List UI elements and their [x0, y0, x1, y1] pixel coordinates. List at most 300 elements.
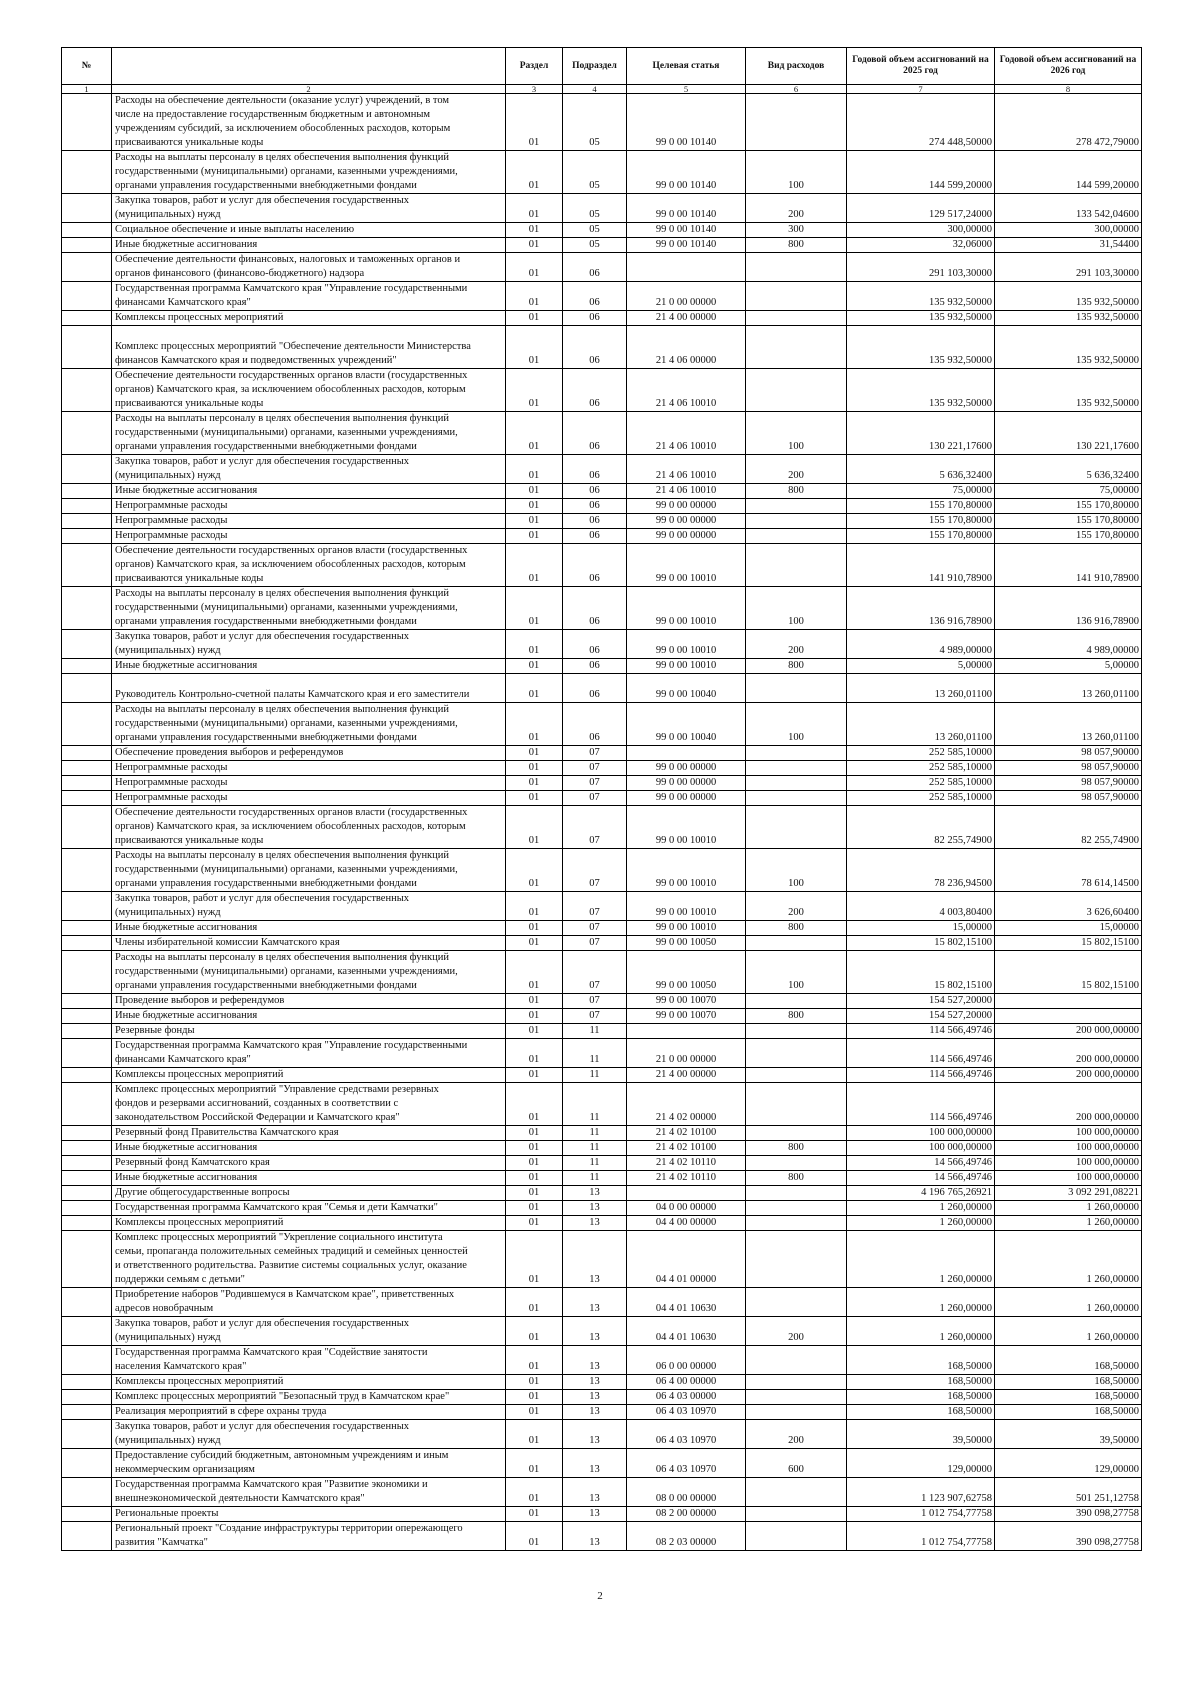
cell-section: 01: [506, 1449, 563, 1478]
cell-number: [62, 529, 112, 544]
table-row: [62, 674, 1142, 703]
table-row: [62, 587, 1142, 630]
cell-target-article: 04 4 01 00000: [627, 1231, 746, 1288]
cell-target-article: 99 0 00 10140: [627, 238, 746, 253]
cell-amount-2025: 155 170,80000: [847, 499, 995, 514]
cell-amount-2025: 300,00000: [847, 223, 995, 238]
cell-expense-type: [746, 1288, 847, 1317]
cell-subsection: 13: [563, 1186, 627, 1201]
header-expense-type: Вид расходов: [746, 48, 847, 85]
cell-section: 01: [506, 1390, 563, 1405]
table-row: [62, 94, 1142, 151]
cell-expense-name: Иные бюджетные ассигнования: [112, 659, 506, 674]
cell-amount-2025: 75,00000: [847, 484, 995, 499]
cell-number: [62, 1375, 112, 1390]
cell-amount-2026: 1 260,00000: [995, 1216, 1142, 1231]
cell-expense-name: Проведение выборов и референдумов: [112, 994, 506, 1009]
table-row: [62, 761, 1142, 776]
cell-amount-2025: 13 260,01100: [847, 703, 995, 746]
cell-amount-2025: 1 123 907,62758: [847, 1478, 995, 1507]
cell-amount-2026: 168,50000: [995, 1375, 1142, 1390]
cell-section: 01: [506, 544, 563, 587]
cell-target-article: 99 0 00 10050: [627, 936, 746, 951]
cell-number: [62, 1317, 112, 1346]
cell-amount-2026: 200 000,00000: [995, 1039, 1142, 1068]
cell-number: [62, 484, 112, 499]
cell-amount-2025: 135 932,50000: [847, 282, 995, 311]
cell-subsection: 07: [563, 849, 627, 892]
cell-subsection: 11: [563, 1126, 627, 1141]
cell-amount-2025: 129,00000: [847, 1449, 995, 1478]
table-row: [62, 1375, 1142, 1390]
cell-amount-2025: 135 932,50000: [847, 326, 995, 369]
cell-amount-2026: 100 000,00000: [995, 1156, 1142, 1171]
cell-expense-type: 100: [746, 703, 847, 746]
budget-allocation-table: [61, 47, 1142, 1551]
table-row: [62, 238, 1142, 253]
cell-amount-2026: 168,50000: [995, 1405, 1142, 1420]
cell-section: 01: [506, 412, 563, 455]
cell-subsection: 13: [563, 1420, 627, 1449]
cell-subsection: 07: [563, 951, 627, 994]
cell-expense-type: 200: [746, 194, 847, 223]
cell-number: [62, 1024, 112, 1039]
cell-target-article: 99 0 00 10010: [627, 892, 746, 921]
cell-expense-name: Резервный фонд Камчатского края: [112, 1156, 506, 1171]
header-subsection: Подраздел: [563, 48, 627, 85]
cell-number: [62, 194, 112, 223]
cell-amount-2026: 98 057,90000: [995, 761, 1142, 776]
cell-target-article: 99 0 00 00000: [627, 499, 746, 514]
cell-target-article: 21 4 06 10010: [627, 455, 746, 484]
cell-expense-name: Другие общегосударственные вопросы: [112, 1186, 506, 1201]
cell-number: [62, 936, 112, 951]
cell-amount-2025: 100 000,00000: [847, 1141, 995, 1156]
cell-subsection: 06: [563, 326, 627, 369]
cell-section: 01: [506, 1126, 563, 1141]
cell-expense-type: 200: [746, 630, 847, 659]
cell-number: [62, 238, 112, 253]
cell-section: 01: [506, 703, 563, 746]
table-row: [62, 282, 1142, 311]
cell-target-article: 99 0 00 10010: [627, 659, 746, 674]
table-row: [62, 1405, 1142, 1420]
cell-subsection: 05: [563, 151, 627, 194]
cell-subsection: 05: [563, 194, 627, 223]
cell-amount-2026: 3 092 291,08221: [995, 1186, 1142, 1201]
cell-expense-type: [746, 791, 847, 806]
cell-expense-name: Резервные фонды: [112, 1024, 506, 1039]
cell-target-article: 99 0 00 10040: [627, 703, 746, 746]
table-row: [62, 484, 1142, 499]
cell-expense-name: Иные бюджетные ассигнования: [112, 238, 506, 253]
cell-target-article: [627, 1186, 746, 1201]
cell-section: 01: [506, 1405, 563, 1420]
cell-section: 01: [506, 1039, 563, 1068]
cell-section: 01: [506, 951, 563, 994]
cell-section: 01: [506, 1216, 563, 1231]
cell-number: [62, 326, 112, 369]
cell-expense-type: 600: [746, 1449, 847, 1478]
cell-subsection: 07: [563, 761, 627, 776]
cell-amount-2026: 200 000,00000: [995, 1083, 1142, 1126]
cell-subsection: 07: [563, 776, 627, 791]
cell-section: 01: [506, 674, 563, 703]
cell-expense-type: [746, 499, 847, 514]
cell-section: 01: [506, 746, 563, 761]
table-row: [62, 1231, 1142, 1288]
cell-subsection: 06: [563, 514, 627, 529]
column-number: 1: [62, 85, 112, 94]
cell-target-article: 99 0 00 10140: [627, 151, 746, 194]
table-row: [62, 1216, 1142, 1231]
cell-amount-2025: 100 000,00000: [847, 1126, 995, 1141]
cell-target-article: 99 0 00 10140: [627, 194, 746, 223]
cell-section: 01: [506, 1141, 563, 1156]
cell-expense-type: [746, 1216, 847, 1231]
cell-subsection: 07: [563, 994, 627, 1009]
cell-number: [62, 703, 112, 746]
cell-subsection: 06: [563, 674, 627, 703]
table-row: [62, 412, 1142, 455]
cell-expense-type: [746, 1231, 847, 1288]
cell-amount-2026: 1 260,00000: [995, 1288, 1142, 1317]
cell-target-article: 99 0 00 10010: [627, 630, 746, 659]
cell-amount-2026: 135 932,50000: [995, 282, 1142, 311]
cell-expense-name: Государственная программа Камчатского края "Развитие экономики и внешнеэкономической деятельности Камчатского края": [112, 1478, 506, 1507]
cell-amount-2025: 154 527,20000: [847, 1009, 995, 1024]
cell-amount-2025: 82 255,74900: [847, 806, 995, 849]
cell-expense-name: Комплекс процессных мероприятий "Обеспечение деятельности Министерства финансов Камчатского края и подведомственных учреждений": [112, 326, 506, 369]
cell-subsection: 07: [563, 936, 627, 951]
cell-amount-2026: 133 542,04600: [995, 194, 1142, 223]
cell-expense-name: Иные бюджетные ассигнования: [112, 484, 506, 499]
cell-amount-2025: 252 585,10000: [847, 761, 995, 776]
page-number: 2: [597, 1590, 603, 1602]
cell-subsection: 13: [563, 1405, 627, 1420]
cell-expense-type: [746, 1156, 847, 1171]
cell-target-article: 99 0 00 00000: [627, 514, 746, 529]
cell-amount-2026: 135 932,50000: [995, 326, 1142, 369]
cell-expense-name: Государственная программа Камчатского края "Семья и дети Камчатки": [112, 1201, 506, 1216]
cell-subsection: 05: [563, 223, 627, 238]
cell-expense-name: Региональный проект "Создание инфраструктуры территории опережающего развития "Камчатка": [112, 1522, 506, 1551]
table-row: [62, 1068, 1142, 1083]
cell-amount-2026: 13 260,01100: [995, 703, 1142, 746]
cell-target-article: [627, 746, 746, 761]
cell-amount-2025: 114 566,49746: [847, 1083, 995, 1126]
cell-number: [62, 587, 112, 630]
cell-section: 01: [506, 630, 563, 659]
column-number: 2: [112, 85, 506, 94]
cell-target-article: [627, 1024, 746, 1039]
cell-expense-name: Комплексы процессных мероприятий: [112, 311, 506, 326]
cell-expense-type: [746, 311, 847, 326]
cell-target-article: 99 0 00 10010: [627, 921, 746, 936]
cell-amount-2025: 1 260,00000: [847, 1201, 995, 1216]
cell-subsection: 07: [563, 1009, 627, 1024]
cell-amount-2026: 100 000,00000: [995, 1126, 1142, 1141]
cell-amount-2025: 1 012 754,77758: [847, 1507, 995, 1522]
cell-number: [62, 1171, 112, 1186]
cell-amount-2025: 168,50000: [847, 1390, 995, 1405]
cell-expense-name: Обеспечение деятельности финансовых, налоговых и таможенных органов и органов финансового (финансово-бюджетного) надзора: [112, 253, 506, 282]
cell-amount-2026: 144 599,20000: [995, 151, 1142, 194]
cell-target-article: 04 4 01 10630: [627, 1317, 746, 1346]
cell-amount-2026: 15 802,15100: [995, 936, 1142, 951]
cell-target-article: 21 4 02 10110: [627, 1171, 746, 1186]
cell-expense-name: Комплекс процессных мероприятий "Управление средствами резервных фондов и резервами ассигнований, созданных в соответствии с законодательством Российской Федерации и Камчатского края": [112, 1083, 506, 1126]
header-allocation-2025: Годовой объем ассигнований на 2025 год: [847, 48, 995, 85]
cell-target-article: 99 0 00 10140: [627, 94, 746, 151]
cell-target-article: 99 0 00 10010: [627, 806, 746, 849]
cell-subsection: 06: [563, 630, 627, 659]
cell-amount-2025: 155 170,80000: [847, 529, 995, 544]
cell-expense-name: Непрограммные расходы: [112, 499, 506, 514]
cell-subsection: 05: [563, 94, 627, 151]
cell-expense-name: Закупка товаров, работ и услуг для обеспечения государственных (муниципальных) нужд: [112, 630, 506, 659]
cell-number: [62, 455, 112, 484]
cell-expense-name: Расходы на выплаты персоналу в целях обеспечения выполнения функций государственными (муниципальными) органами, казенными учреждениями, органами управления государственными внебюджетными фондами: [112, 703, 506, 746]
cell-amount-2026: 129,00000: [995, 1449, 1142, 1478]
cell-subsection: 06: [563, 311, 627, 326]
cell-target-article: 99 0 00 00000: [627, 776, 746, 791]
cell-target-article: 99 0 00 10070: [627, 994, 746, 1009]
cell-target-article: 99 0 00 00000: [627, 529, 746, 544]
cell-number: [62, 1083, 112, 1126]
cell-amount-2025: 129 517,24000: [847, 194, 995, 223]
table-row: [62, 936, 1142, 951]
table-row: [62, 1449, 1142, 1478]
cell-amount-2026: 278 472,79000: [995, 94, 1142, 151]
cell-number: [62, 1039, 112, 1068]
cell-subsection: 11: [563, 1039, 627, 1068]
cell-expense-name: Обеспечение деятельности государственных органов власти (государственных органов) Камчатского края, за исключением обособленных расходов, которым присваиваются уникальные коды: [112, 369, 506, 412]
cell-expense-type: [746, 253, 847, 282]
table-row: [62, 1039, 1142, 1068]
cell-subsection: 06: [563, 703, 627, 746]
budget-table-sheet: [61, 47, 1141, 1551]
cell-section: 01: [506, 849, 563, 892]
cell-target-article: [627, 253, 746, 282]
table-row: [62, 994, 1142, 1009]
cell-amount-2026: 135 932,50000: [995, 311, 1142, 326]
cell-amount-2025: 1 012 754,77758: [847, 1522, 995, 1551]
table-row: [62, 326, 1142, 369]
cell-subsection: 13: [563, 1201, 627, 1216]
cell-target-article: 21 0 00 00000: [627, 1039, 746, 1068]
cell-amount-2026: 98 057,90000: [995, 746, 1142, 761]
cell-section: 01: [506, 1171, 563, 1186]
cell-subsection: 06: [563, 659, 627, 674]
cell-expense-type: 100: [746, 412, 847, 455]
cell-expense-name: Расходы на обеспечение деятельности (оказание услуг) учреждений, в том числе на предоставление государственным бюджетным и автономным учреждениям субсидий, за исключением обособленных расходов, которым присваиваются уникальные коды: [112, 94, 506, 151]
cell-number: [62, 630, 112, 659]
cell-amount-2025: 1 260,00000: [847, 1216, 995, 1231]
cell-subsection: 05: [563, 238, 627, 253]
cell-expense-name: Государственная программа Камчатского края "Управление государственными финансами Камчатского края": [112, 1039, 506, 1068]
cell-target-article: 21 4 00 00000: [627, 311, 746, 326]
header-number: №: [62, 48, 112, 85]
cell-expense-name: Обеспечение проведения выборов и референдумов: [112, 746, 506, 761]
cell-amount-2025: 5 636,32400: [847, 455, 995, 484]
cell-amount-2025: 15 802,15100: [847, 951, 995, 994]
cell-number: [62, 1449, 112, 1478]
cell-expense-name: Социальное обеспечение и иные выплаты населению: [112, 223, 506, 238]
cell-subsection: 06: [563, 455, 627, 484]
cell-number: [62, 1201, 112, 1216]
cell-expense-type: [746, 94, 847, 151]
cell-expense-type: 800: [746, 659, 847, 674]
cell-expense-type: [746, 746, 847, 761]
cell-target-article: 99 0 00 10050: [627, 951, 746, 994]
cell-amount-2025: 252 585,10000: [847, 746, 995, 761]
cell-number: [62, 223, 112, 238]
cell-target-article: 21 4 06 10010: [627, 412, 746, 455]
cell-section: 01: [506, 1346, 563, 1375]
cell-amount-2025: 252 585,10000: [847, 776, 995, 791]
table-row: [62, 1009, 1142, 1024]
cell-subsection: 13: [563, 1317, 627, 1346]
cell-expense-type: 300: [746, 223, 847, 238]
cell-expense-name: Закупка товаров, работ и услуг для обеспечения государственных (муниципальных) нужд: [112, 1317, 506, 1346]
table-row: [62, 1126, 1142, 1141]
cell-amount-2025: 114 566,49746: [847, 1039, 995, 1068]
cell-number: [62, 1009, 112, 1024]
table-row: [62, 529, 1142, 544]
cell-number: [62, 1216, 112, 1231]
cell-expense-type: [746, 936, 847, 951]
cell-number: [62, 282, 112, 311]
cell-expense-type: [746, 326, 847, 369]
cell-amount-2025: 15,00000: [847, 921, 995, 936]
cell-subsection: 07: [563, 746, 627, 761]
table-row: [62, 151, 1142, 194]
cell-expense-name: Расходы на выплаты персоналу в целях обеспечения выполнения функций государственными (муниципальными) органами, казенными учреждениями, органами управления государственными внебюджетными фондами: [112, 951, 506, 994]
cell-number: [62, 369, 112, 412]
cell-section: 01: [506, 253, 563, 282]
cell-amount-2026: 136 916,78900: [995, 587, 1142, 630]
cell-subsection: 07: [563, 892, 627, 921]
cell-number: [62, 1231, 112, 1288]
table-row: [62, 892, 1142, 921]
cell-expense-type: [746, 994, 847, 1009]
table-row: [62, 455, 1142, 484]
cell-amount-2026: 4 989,00000: [995, 630, 1142, 659]
cell-expense-name: Государственная программа Камчатского края "Управление государственными финансами Камчатского края": [112, 282, 506, 311]
cell-number: [62, 994, 112, 1009]
cell-target-article: 21 4 02 10100: [627, 1141, 746, 1156]
cell-amount-2025: 39,50000: [847, 1420, 995, 1449]
cell-expense-name: Расходы на выплаты персоналу в целях обеспечения выполнения функций государственными (муниципальными) органами, казенными учреждениями, органами управления государственными внебюджетными фондами: [112, 151, 506, 194]
cell-expense-type: 800: [746, 238, 847, 253]
cell-amount-2026: 100 000,00000: [995, 1141, 1142, 1156]
cell-expense-name: Комплексы процессных мероприятий: [112, 1068, 506, 1083]
cell-section: 01: [506, 499, 563, 514]
cell-section: 01: [506, 1024, 563, 1039]
cell-expense-name: Закупка товаров, работ и услуг для обеспечения государственных (муниципальных) нужд: [112, 194, 506, 223]
cell-subsection: 13: [563, 1522, 627, 1551]
cell-amount-2026: 130 221,17600: [995, 412, 1142, 455]
table-row: [62, 776, 1142, 791]
cell-amount-2026: [995, 1009, 1142, 1024]
cell-expense-name: Предоставление субсидий бюджетным, автономным учреждениям и иным некоммерческим организациям: [112, 1449, 506, 1478]
cell-target-article: 08 2 00 00000: [627, 1507, 746, 1522]
cell-amount-2026: 39,50000: [995, 1420, 1142, 1449]
cell-target-article: 06 4 03 10970: [627, 1420, 746, 1449]
cell-target-article: 08 2 03 00000: [627, 1522, 746, 1551]
cell-expense-name: Иные бюджетные ассигнования: [112, 1171, 506, 1186]
cell-target-article: 04 4 00 00000: [627, 1216, 746, 1231]
cell-amount-2026: 155 170,80000: [995, 529, 1142, 544]
cell-expense-type: [746, 1375, 847, 1390]
cell-expense-type: 100: [746, 587, 847, 630]
table-row: [62, 253, 1142, 282]
cell-number: [62, 1141, 112, 1156]
cell-target-article: 99 0 00 10040: [627, 674, 746, 703]
cell-target-article: 04 0 00 00000: [627, 1201, 746, 1216]
cell-subsection: 11: [563, 1171, 627, 1186]
table-row: [62, 1390, 1142, 1405]
table-row: [62, 921, 1142, 936]
cell-amount-2026: 98 057,90000: [995, 791, 1142, 806]
cell-amount-2026: 100 000,00000: [995, 1171, 1142, 1186]
cell-subsection: 13: [563, 1231, 627, 1288]
cell-expense-type: [746, 1522, 847, 1551]
cell-expense-type: 200: [746, 892, 847, 921]
cell-number: [62, 1390, 112, 1405]
cell-amount-2026: 31,54400: [995, 238, 1142, 253]
cell-subsection: 07: [563, 791, 627, 806]
cell-target-article: 21 0 00 00000: [627, 282, 746, 311]
header-section: Раздел: [506, 48, 563, 85]
cell-expense-type: 200: [746, 1420, 847, 1449]
cell-amount-2025: 168,50000: [847, 1405, 995, 1420]
table-row: [62, 791, 1142, 806]
cell-amount-2026: 5 636,32400: [995, 455, 1142, 484]
cell-amount-2025: 135 932,50000: [847, 311, 995, 326]
table-row: [62, 1156, 1142, 1171]
cell-amount-2025: 168,50000: [847, 1346, 995, 1375]
cell-amount-2026: 13 260,01100: [995, 674, 1142, 703]
table-row: [62, 951, 1142, 994]
cell-section: 01: [506, 1009, 563, 1024]
cell-subsection: 11: [563, 1068, 627, 1083]
cell-section: 01: [506, 1375, 563, 1390]
cell-number: [62, 921, 112, 936]
cell-number: [62, 514, 112, 529]
cell-expense-name: Иные бюджетные ассигнования: [112, 921, 506, 936]
cell-subsection: 13: [563, 1478, 627, 1507]
cell-expense-name: Резервный фонд Правительства Камчатского края: [112, 1126, 506, 1141]
cell-number: [62, 849, 112, 892]
cell-section: 01: [506, 1156, 563, 1171]
cell-expense-type: 200: [746, 1317, 847, 1346]
cell-section: 01: [506, 1186, 563, 1201]
column-number: 3: [506, 85, 563, 94]
cell-number: [62, 1126, 112, 1141]
cell-section: 01: [506, 587, 563, 630]
table-row: [62, 1186, 1142, 1201]
table-header-row: [62, 48, 1142, 85]
cell-subsection: 07: [563, 806, 627, 849]
cell-expense-name: Комплексы процессных мероприятий: [112, 1216, 506, 1231]
cell-subsection: 11: [563, 1156, 627, 1171]
cell-expense-name: Непрограммные расходы: [112, 761, 506, 776]
cell-target-article: 99 0 00 00000: [627, 791, 746, 806]
cell-amount-2026: 1 260,00000: [995, 1231, 1142, 1288]
table-row: [62, 806, 1142, 849]
